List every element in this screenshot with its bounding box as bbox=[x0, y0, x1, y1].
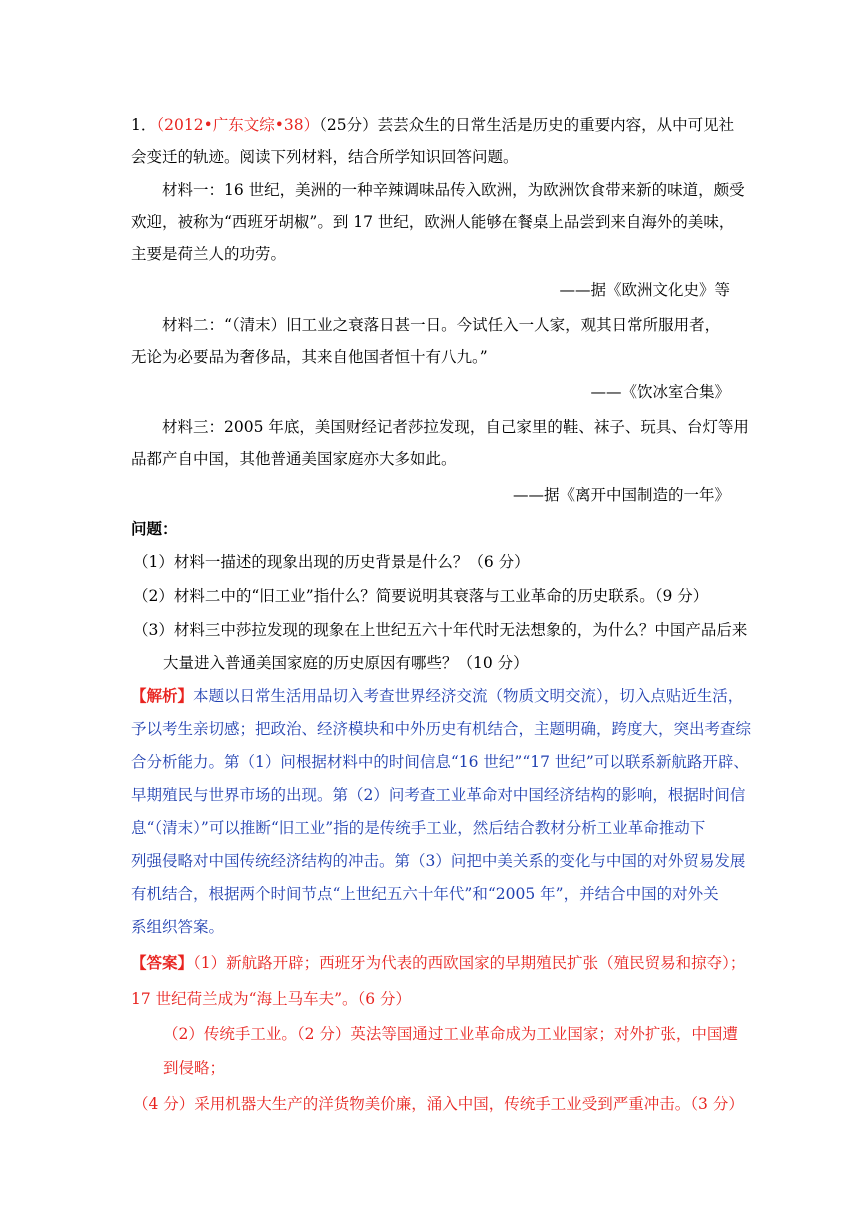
analysis-line8: 系组织答案。 bbox=[131, 918, 225, 936]
question-score: （25分） bbox=[319, 116, 378, 134]
sub-question-2: （2）材料二中的“旧工业”指什么？简要说明其衰落与工业革命的历史联系。（9 分） bbox=[133, 587, 709, 605]
question-stem-part1: 芸芸众生的日常生活是历史的重要内容，从中可见社 bbox=[377, 116, 735, 134]
sub-question-3-line1: （3）材料三中莎拉发现的现象在上世纪五六十年代时无法想象的，为什么？中国产品后来 bbox=[133, 621, 748, 639]
analysis-line5: 息“（清末）”可以推断“旧工业”指的是传统手工业，然后结合教材分析工业革命推动下 bbox=[131, 819, 706, 837]
question-number: 1． bbox=[131, 116, 157, 134]
sub-question-1: （1）材料一描述的现象出现的历史背景是什么？（6 分） bbox=[133, 553, 530, 571]
question-header-line bbox=[0, 114, 860, 136]
analysis-line3: 合分析能力。第（1）问根据材料中的时间信息“16 世纪”“17 世纪”可以联系新航路开辟、 bbox=[131, 753, 749, 771]
answer-line3: （2）传统手工业。（2 分）英法等国通过工业革命成为工业国家；对外扩张，中国遭 bbox=[163, 1025, 738, 1043]
material1-line3: 主要是荷兰人的功劳。 bbox=[131, 245, 287, 263]
answer-line2: 17 世纪荷兰成为“海上马车夫”。（6 分） bbox=[131, 990, 412, 1008]
material2-line1: 材料二：“（清末）旧工业之衰落日甚一日。今试任入一人家，观其日常所服用者， bbox=[162, 316, 721, 334]
questions-heading: 问题： bbox=[131, 519, 178, 538]
material3-source: ——据《离开中国制造的一年》 bbox=[512, 486, 730, 504]
analysis-line4: 早期殖民与世界市场的出现。第（2）问考查工业革命对中国经济结构的影响，根据时间信 bbox=[131, 786, 746, 804]
sub-question-3-line2: 大量进入普通美国家庭的历史原因有哪些？（10 分） bbox=[163, 654, 529, 672]
analysis-line2: 予以考生亲切感；把政治、经济模块和中外历史有机结合，主题明确，跨度大，突出考查综 bbox=[131, 720, 752, 738]
question-source: （2012•广东文综•38） bbox=[156, 116, 320, 134]
question-stem-line2: 会变迁的轨迹。阅读下列材料，结合所学知识回答问题。 bbox=[131, 148, 519, 166]
analysis-line1 bbox=[0, 685, 860, 707]
material3-line2: 品都产自中国，其他普通美国家庭亦大多如此。 bbox=[131, 450, 457, 468]
answer-tag: 【答案】 bbox=[131, 953, 194, 972]
material2-source: ——《饮冰室合集》 bbox=[590, 383, 730, 401]
analysis-line1-text: 本题以日常生活用品切入考查世界经济交流（物质文明交流），切入点贴近生活， bbox=[193, 687, 744, 705]
answer-line5: （4 分）采用机器大生产的洋货物美价廉，涌入中国，传统手工业受到严重冲击。（3 分） bbox=[133, 1095, 744, 1113]
analysis-line6: 列强侵略对中国传统经济结构的冲击。第（3）问把中美关系的变化与中国的对外贸易发展 bbox=[131, 852, 746, 870]
answer-line1 bbox=[0, 952, 860, 974]
material2-line2: 无论为必要品为奢侈品，其来自他国者恒十有八九。” bbox=[131, 348, 488, 366]
analysis-line7: 有机结合，根据两个时间节点“上世纪五六十年代”和“2005 年”，并结合中国的对外关 bbox=[131, 885, 719, 903]
material1-line2: 欢迎，被称为“西班牙胡椒”。到 17 世纪，欧洲人能够在餐桌上品尝到来自海外的美味， bbox=[131, 213, 735, 231]
analysis-tag: 【解析】 bbox=[131, 686, 194, 705]
material1-source: ——据《欧洲文化史》等 bbox=[559, 281, 730, 299]
material1-line1: 材料一：16 世纪，美洲的一种辛辣调味品传入欧洲，为欧洲饮食带来新的味道，颇受 bbox=[162, 181, 745, 199]
answer-line4: 到侵略； bbox=[163, 1059, 226, 1077]
answer-line1-text: （1）新航路开辟；西班牙为代表的西欧国家的早期殖民扩张（殖民贸易和掠夺）； bbox=[193, 954, 746, 972]
material3-line1: 材料三：2005 年底，美国财经记者莎拉发现，自己家里的鞋、袜子、玩具、台灯等用 bbox=[162, 418, 749, 436]
